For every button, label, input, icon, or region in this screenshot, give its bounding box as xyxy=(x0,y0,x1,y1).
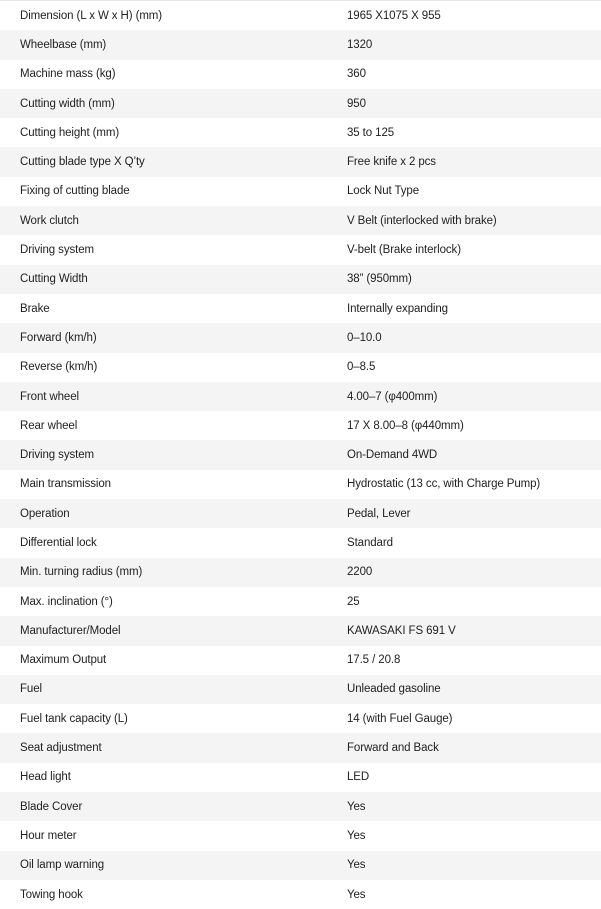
spec-value: 950 xyxy=(347,97,366,110)
spec-label: Head light xyxy=(20,771,71,784)
spec-row xyxy=(0,265,601,294)
spec-value: Lock Nut Type xyxy=(347,185,420,198)
spec-value: 0–10.0 xyxy=(347,331,382,344)
spec-label: Manufacturer/Model xyxy=(20,624,121,637)
spec-label: Max. inclination (°) xyxy=(20,595,113,608)
spec-label: Dimension (L x W x H) (mm) xyxy=(20,9,163,22)
spec-value: On-Demand 4WD xyxy=(347,449,438,462)
spec-label: Work clutch xyxy=(20,214,79,227)
spec-value: V Belt (interlocked with brake) xyxy=(347,214,497,227)
spec-value: Standard xyxy=(347,536,393,549)
spec-value: 17.5 / 20.8 xyxy=(347,654,401,667)
spec-row xyxy=(0,411,601,440)
spec-row xyxy=(0,89,601,118)
spec-row xyxy=(0,147,601,176)
spec-value: 4.00–7 (φ400mm) xyxy=(347,390,438,403)
spec-label: Cutting Width xyxy=(20,273,88,286)
spec-value: Hydrostatic (13 cc, with Charge Pump) xyxy=(347,478,541,491)
spec-row xyxy=(0,646,601,675)
spec-row xyxy=(0,60,601,89)
spec-row xyxy=(0,30,601,59)
spec-row xyxy=(0,440,601,469)
spec-value: 1320 xyxy=(347,38,373,51)
spec-value: 360 xyxy=(347,68,366,81)
spec-value: 25 xyxy=(347,595,360,608)
spec-label: Towing hook xyxy=(20,888,83,901)
spec-row xyxy=(0,235,601,264)
spec-row xyxy=(0,851,601,880)
spec-label: Differential lock xyxy=(20,536,97,549)
spec-label: Cutting width (mm) xyxy=(20,97,115,110)
spec-row xyxy=(0,294,601,323)
spec-value: 35 to 125 xyxy=(347,126,395,139)
spec-row xyxy=(0,353,601,382)
spec-label: Driving system xyxy=(20,449,95,462)
spec-label: Main transmission xyxy=(20,478,111,491)
spec-row xyxy=(0,587,601,616)
spec-label: Forward (km/h) xyxy=(20,331,97,344)
spec-label: Maximum Output xyxy=(20,654,107,667)
spec-value: 0–8.5 xyxy=(347,361,376,374)
spec-label: Blade Cover xyxy=(20,800,83,813)
spec-value: KAWASAKI FS 691 V xyxy=(347,624,456,637)
spec-label: Brake xyxy=(20,302,50,315)
spec-row xyxy=(0,1,601,30)
spec-value: V-belt (Brake interlock) xyxy=(347,244,461,257)
spec-label: Cutting height (mm) xyxy=(20,126,120,139)
spec-value: 38” (950mm) xyxy=(347,273,412,286)
spec-row xyxy=(0,206,601,235)
spec-row xyxy=(0,528,601,557)
spec-value: Yes xyxy=(347,829,366,842)
spec-value: Unleaded gasoline xyxy=(347,683,441,696)
spec-value: Free knife x 2 pcs xyxy=(347,156,436,169)
spec-label: Fuel tank capacity (L) xyxy=(20,712,128,725)
spec-row xyxy=(0,733,601,762)
spec-label: Reverse (km/h) xyxy=(20,361,98,374)
spec-label: Machine mass (kg) xyxy=(20,68,116,81)
spec-label: Fixing of cutting blade xyxy=(20,185,130,198)
spec-value: 2200 xyxy=(347,566,373,579)
spec-row xyxy=(0,675,601,704)
spec-label: Min. turning radius (mm) xyxy=(20,566,143,579)
spec-row xyxy=(0,792,601,821)
spec-value: 14 (with Fuel Gauge) xyxy=(347,712,453,725)
spec-label: Operation xyxy=(20,507,70,520)
spec-value: 17 X 8.00–8 (φ440mm) xyxy=(347,419,464,432)
spec-label: Driving system xyxy=(20,244,95,257)
spec-value: Forward and Back xyxy=(347,742,439,755)
spec-value: Yes xyxy=(347,888,366,901)
spec-label: Oil lamp warning xyxy=(20,859,105,872)
spec-row xyxy=(0,704,601,733)
spec-row xyxy=(0,470,601,499)
spec-row xyxy=(0,616,601,645)
spec-value: Yes xyxy=(347,800,366,813)
spec-label: Fuel xyxy=(20,683,42,696)
spec-label: Hour meter xyxy=(20,829,77,842)
spec-row xyxy=(0,558,601,587)
spec-label: Front wheel xyxy=(20,390,79,403)
spec-row xyxy=(0,118,601,147)
spec-value: Internally expanding xyxy=(347,302,448,315)
spec-value: LED xyxy=(347,771,370,784)
spec-row xyxy=(0,821,601,850)
spec-label: Seat adjustment xyxy=(20,742,102,755)
spec-row xyxy=(0,382,601,411)
spec-row xyxy=(0,177,601,206)
spec-row xyxy=(0,323,601,352)
spec-value: Yes xyxy=(347,859,366,872)
spec-label: Wheelbase (mm) xyxy=(20,38,107,51)
spec-value: Pedal, Lever xyxy=(347,507,411,520)
spec-label: Rear wheel xyxy=(20,419,78,432)
spec-row xyxy=(0,499,601,528)
spec-row xyxy=(0,763,601,792)
spec-value: 1965 X1075 X 955 xyxy=(347,9,441,22)
spec-label: Cutting blade type X Q’ty xyxy=(20,156,145,169)
